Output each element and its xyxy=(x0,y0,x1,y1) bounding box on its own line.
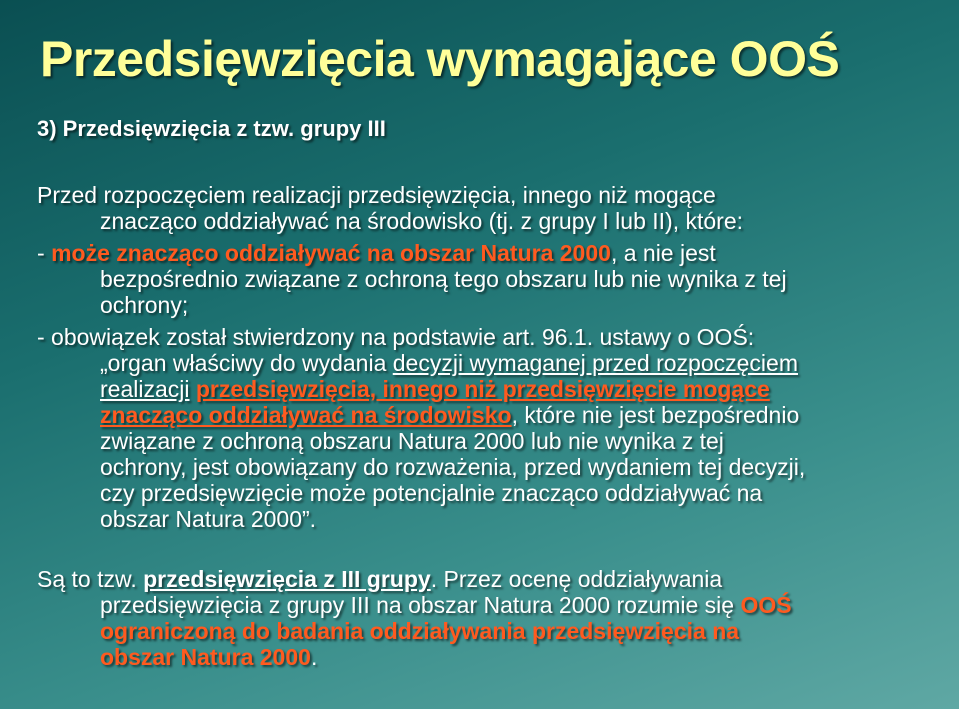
text-segment: „organ właściwy do wydania xyxy=(100,350,393,376)
section-heading: 3) Przedsięwzięcia z tzw. grupy III xyxy=(37,116,386,141)
text-segment: . Przez ocenę oddziaływania xyxy=(430,566,723,592)
highlight-text: ograniczoną do badania oddziaływania przedsięwzięcia na xyxy=(100,618,740,644)
paragraph-condition-1 xyxy=(37,240,787,318)
text-line: ochrony, jest obowiązany do rozważenia, przed wydaniem tej decyzji, xyxy=(100,454,806,480)
underlined-text: decyzji wymaganej przed rozpoczęciem xyxy=(392,350,798,376)
text-line xyxy=(37,376,805,402)
text-segment: . xyxy=(310,644,318,670)
highlight-text: znacząco oddziaływać na środowisko xyxy=(100,402,512,428)
text-segment: przedsięwzięcia z grupy III na obszar Natura 2000 rozumie się xyxy=(100,592,741,618)
text-line: - obowiązek został stwierdzony na podstawie art. 96.1. ustawy o OOŚ: xyxy=(37,324,755,350)
dash: - xyxy=(37,240,52,266)
text-line xyxy=(37,240,787,266)
text-line: związane z ochroną obszaru Natura 2000 lub nie wynika z tej xyxy=(100,428,724,454)
text-line xyxy=(37,618,792,644)
text-line xyxy=(37,350,805,376)
text-segment: , a nie jest xyxy=(610,240,716,266)
text-segment: Są to tzw. xyxy=(37,566,144,592)
text-line xyxy=(37,644,792,670)
text-line xyxy=(37,566,792,592)
text-line: obszar Natura 2000”. xyxy=(100,506,317,532)
paragraph-condition-2 xyxy=(37,324,805,532)
highlight-text: przedsięwzięcia, innego niż przedsięwzięcie mogące xyxy=(195,376,770,402)
text-line: czy przedsięwzięcie może potencjalnie znacząco oddziaływać na xyxy=(100,480,763,506)
text-segment: , które nie jest bezpośrednio xyxy=(511,402,800,428)
text-line xyxy=(37,592,792,618)
text-line: bezpośrednio związane z ochroną tego obszaru lub nie wynika z tej xyxy=(100,266,787,292)
underlined-text: realizacji xyxy=(100,376,190,402)
text-line: znacząco oddziaływać na środowisko (tj. z grupy I lub II), które: xyxy=(100,208,744,234)
text-line: Przed rozpoczęciem realizacji przedsięwzięcia, innego niż mogące xyxy=(37,182,716,208)
paragraph-summary xyxy=(37,566,792,670)
highlight-text: obszar Natura 2000 xyxy=(100,644,311,670)
paragraph-intro xyxy=(37,182,743,234)
highlight-text: może znacząco oddziaływać na obszar Natura 2000 xyxy=(51,240,611,266)
underlined-text: przedsięwzięcia z III grupy xyxy=(143,566,431,592)
page-title: Przedsięwzięcia wymagające OOŚ xyxy=(40,31,840,87)
text-line: ochrony; xyxy=(100,292,189,318)
highlight-text: OOŚ xyxy=(740,592,792,618)
text-line xyxy=(37,402,805,428)
